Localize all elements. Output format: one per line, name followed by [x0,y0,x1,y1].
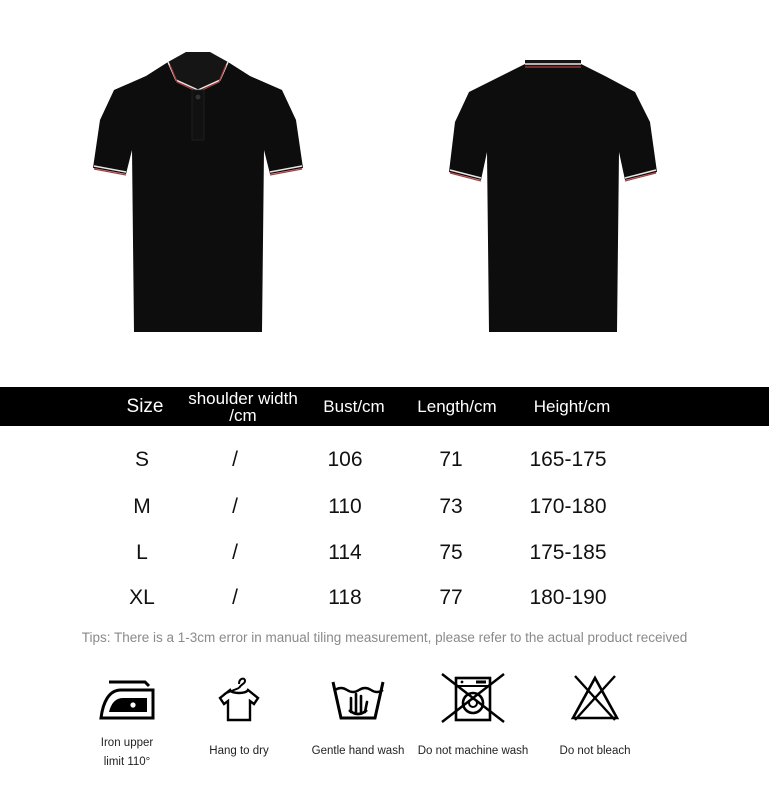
measurement-tips: Tips: There is a 1-3cm error in manual tiling measurement, please refer to the actual product received [81,630,688,645]
care-label: Hang to dry [209,745,269,757]
size-table-header [0,387,769,426]
cell-shoulder: / [232,586,238,609]
cell-shoulder: / [232,448,238,471]
header-size: Size [126,396,164,417]
care-label: Gentle hand wash [311,745,405,757]
cell-shoulder: / [232,495,238,518]
cell-length: 75 [439,541,463,564]
care-item-hand-wash [293,672,423,761]
cell-size: S [134,448,149,471]
care-label: Do not bleach [559,745,631,757]
cell-length: 73 [439,495,463,518]
cell-height: 165-175 [529,448,607,471]
header-shoulder-width: shoulder width /cm [188,388,298,425]
cell-bust: 110 [328,495,362,518]
cell-bust: 106 [327,448,363,471]
cell-length: 77 [439,586,463,609]
table-row [0,583,769,613]
hand-wash-icon [329,672,387,724]
hang-dry-icon [214,672,264,724]
cell-size: M [133,495,151,518]
care-label: Iron upper [100,737,154,749]
cell-height: 170-180 [529,495,607,518]
table-row [0,538,769,568]
no-machine-wash-icon [440,672,506,724]
care-item-iron [62,672,192,772]
table-row [0,492,769,522]
header-bust: Bust/cm [323,397,385,416]
header-length: Length/cm [417,397,497,416]
care-item-no-bleach [530,672,660,761]
no-bleach-icon [569,672,621,724]
care-item-hang-dry [174,672,304,761]
cell-size: L [136,541,148,564]
cell-bust: 118 [328,586,362,609]
cell-bust: 114 [328,541,362,564]
cell-height: 175-185 [529,541,607,564]
cell-size: XL [129,586,155,609]
header-height: Height/cm [533,397,611,416]
cell-height: 180-190 [529,586,607,609]
care-label: Do not machine wash [417,745,529,757]
cell-length: 71 [439,448,463,471]
table-row [0,445,769,475]
cell-shoulder: / [232,541,238,564]
polo-back-image [445,52,660,335]
care-item-no-machine-wash [408,672,538,761]
care-label: limit 110° [103,756,151,768]
iron-icon [95,672,159,724]
polo-front-image [88,50,308,335]
